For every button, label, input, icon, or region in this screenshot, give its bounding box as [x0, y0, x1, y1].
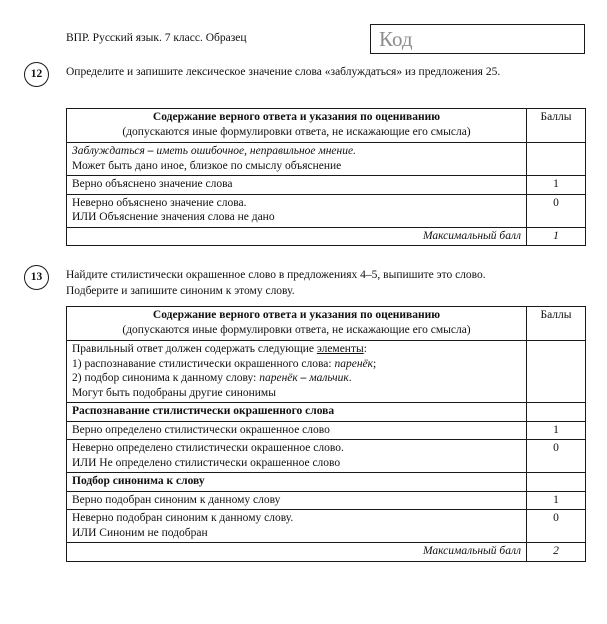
score-cell: 0 [527, 440, 586, 473]
criteria-table-13 [66, 306, 586, 562]
column-header-score: Баллы [527, 109, 586, 143]
score-cell: 1 [527, 491, 586, 510]
cell-text: Верно объяснено значение слова [72, 178, 233, 190]
score-cell: 1 [527, 227, 586, 246]
score-cell: 0 [527, 510, 586, 543]
cell-line [72, 441, 521, 456]
column-header-content-subtitle: (допускаются иные формулировки ответа, не искажающие его смысла) [122, 126, 471, 138]
cell-text: мальчик [309, 372, 349, 384]
cell-text: Могут быть подобраны другие синонимы [72, 386, 276, 399]
cell-text: Может быть дано иное, близкое по смыслу объяснение [72, 159, 342, 172]
table-row [67, 341, 586, 403]
code-field[interactable] [370, 24, 585, 54]
score-cell: 1 [527, 421, 586, 440]
cell-text: . [348, 372, 352, 384]
column-header-content-title: Содержание верного ответа и указания по оцениванию [152, 309, 441, 321]
column-header-content-title: Содержание верного ответа и указания по оцениванию [152, 111, 441, 123]
task-number-13: 13 [24, 265, 49, 290]
table-header-row [67, 109, 586, 143]
task-number-12: 12 [24, 62, 49, 87]
cell-text: Неверно определено стилистически окрашенное слово. [72, 442, 344, 454]
cell-line [72, 404, 521, 419]
score-cell: 0 [527, 194, 586, 227]
cell-text: Верно подобран синоним к данному слову [72, 493, 281, 506]
criterion-cell [67, 510, 527, 543]
column-header-content-subtitle: (допускаются иные формулировки ответа, не искажающие его смысла) [122, 324, 471, 336]
cell-text: ИЛИ Объяснение значения слова не дано [72, 211, 275, 223]
cell-text: : [363, 343, 367, 355]
cell-text: – [300, 372, 310, 384]
column-header-content [67, 307, 527, 341]
table-row [67, 510, 586, 543]
cell-line [72, 423, 521, 438]
cell-line [72, 371, 521, 386]
table-row [67, 491, 586, 510]
score-cell: 2 [527, 543, 586, 562]
cell-text: 2) подбор синонима к данному слову: [72, 372, 260, 384]
task-question-13-line-2: Подберите и запишите синоним к этому слову. [66, 284, 295, 297]
score-cell: 1 [527, 176, 586, 195]
cell-line [72, 144, 521, 159]
criteria-table-13-body [67, 341, 586, 562]
answer-cell [67, 143, 527, 176]
code-field-label: Код [379, 27, 413, 51]
table-row [67, 227, 586, 246]
table-row [67, 194, 586, 227]
table-row [67, 543, 586, 562]
cell-text: иметь ошибочное, неправильное мнение. [156, 145, 356, 157]
criterion-cell [67, 440, 527, 473]
section-header-cell [67, 473, 527, 492]
score-cell [527, 473, 586, 492]
document-title: ВПР. Русский язык. 7 класс. Образец [66, 32, 247, 44]
score-cell [527, 341, 586, 403]
cell-text: ; [373, 357, 377, 370]
column-header-score: Баллы [527, 307, 586, 341]
cell-text: ИЛИ Синоним не подобран [72, 526, 208, 539]
cell-line [72, 210, 521, 225]
cell-text: 1) распознавание стилистически окрашенного слова: [72, 357, 335, 370]
max-score-label: Максимальный балл [67, 543, 527, 562]
cell-line [72, 526, 521, 541]
table-row [67, 176, 586, 195]
criteria-table-12 [66, 108, 586, 246]
criterion-cell [67, 421, 527, 440]
cell-text: Подбор синонима к слову [72, 475, 205, 487]
cell-line [72, 456, 521, 471]
score-cell [527, 403, 586, 422]
cell-text: паренёк [259, 372, 301, 384]
table-row [67, 403, 586, 422]
score-cell [527, 143, 586, 176]
table-header-row [67, 307, 586, 341]
cell-text: паренёк [334, 357, 374, 370]
cell-text: Верно определено стилистически окрашенное слово [72, 423, 330, 436]
cell-line [72, 511, 521, 526]
table-row [67, 473, 586, 492]
cell-text: Распознавание стилистически окрашенного слова [72, 405, 335, 417]
criterion-cell [67, 491, 527, 510]
criterion-cell [67, 176, 527, 195]
table-row [67, 143, 586, 176]
answer-cell [67, 341, 527, 403]
cell-line [72, 386, 521, 401]
cell-text: Правильный ответ должен содержать следующие [72, 343, 317, 355]
criterion-cell [67, 194, 527, 227]
cell-text: – [147, 145, 157, 157]
cell-line [72, 342, 521, 357]
cell-text: Заблуждаться [72, 145, 148, 157]
task-question-13 [66, 268, 585, 299]
cell-line [72, 357, 521, 372]
section-header-cell [67, 403, 527, 422]
task-question-12: Определите и запишите лексическое значение слова «заблуждаться» из предложения 25. [66, 66, 501, 78]
cell-text: ИЛИ Не определено стилистически окрашенное слово [72, 456, 341, 469]
column-header-content [67, 109, 527, 143]
cell-line [72, 177, 521, 192]
cell-text: элементы [316, 343, 364, 355]
cell-line [72, 159, 521, 174]
cell-line [72, 474, 521, 489]
cell-line [72, 493, 521, 508]
cell-text: Неверно объяснено значение слова. [72, 196, 247, 209]
max-score-label: Максимальный балл [67, 227, 527, 246]
cell-line [72, 196, 521, 211]
table-row [67, 440, 586, 473]
task-question-13-line-1: Найдите стилистически окрашенное слово в предложениях 4–5, выпишите это слово. [66, 269, 486, 281]
cell-text: Неверно подобран синоним к данному слову. [72, 512, 294, 524]
table-row [67, 421, 586, 440]
criteria-table-12-body [67, 143, 586, 246]
